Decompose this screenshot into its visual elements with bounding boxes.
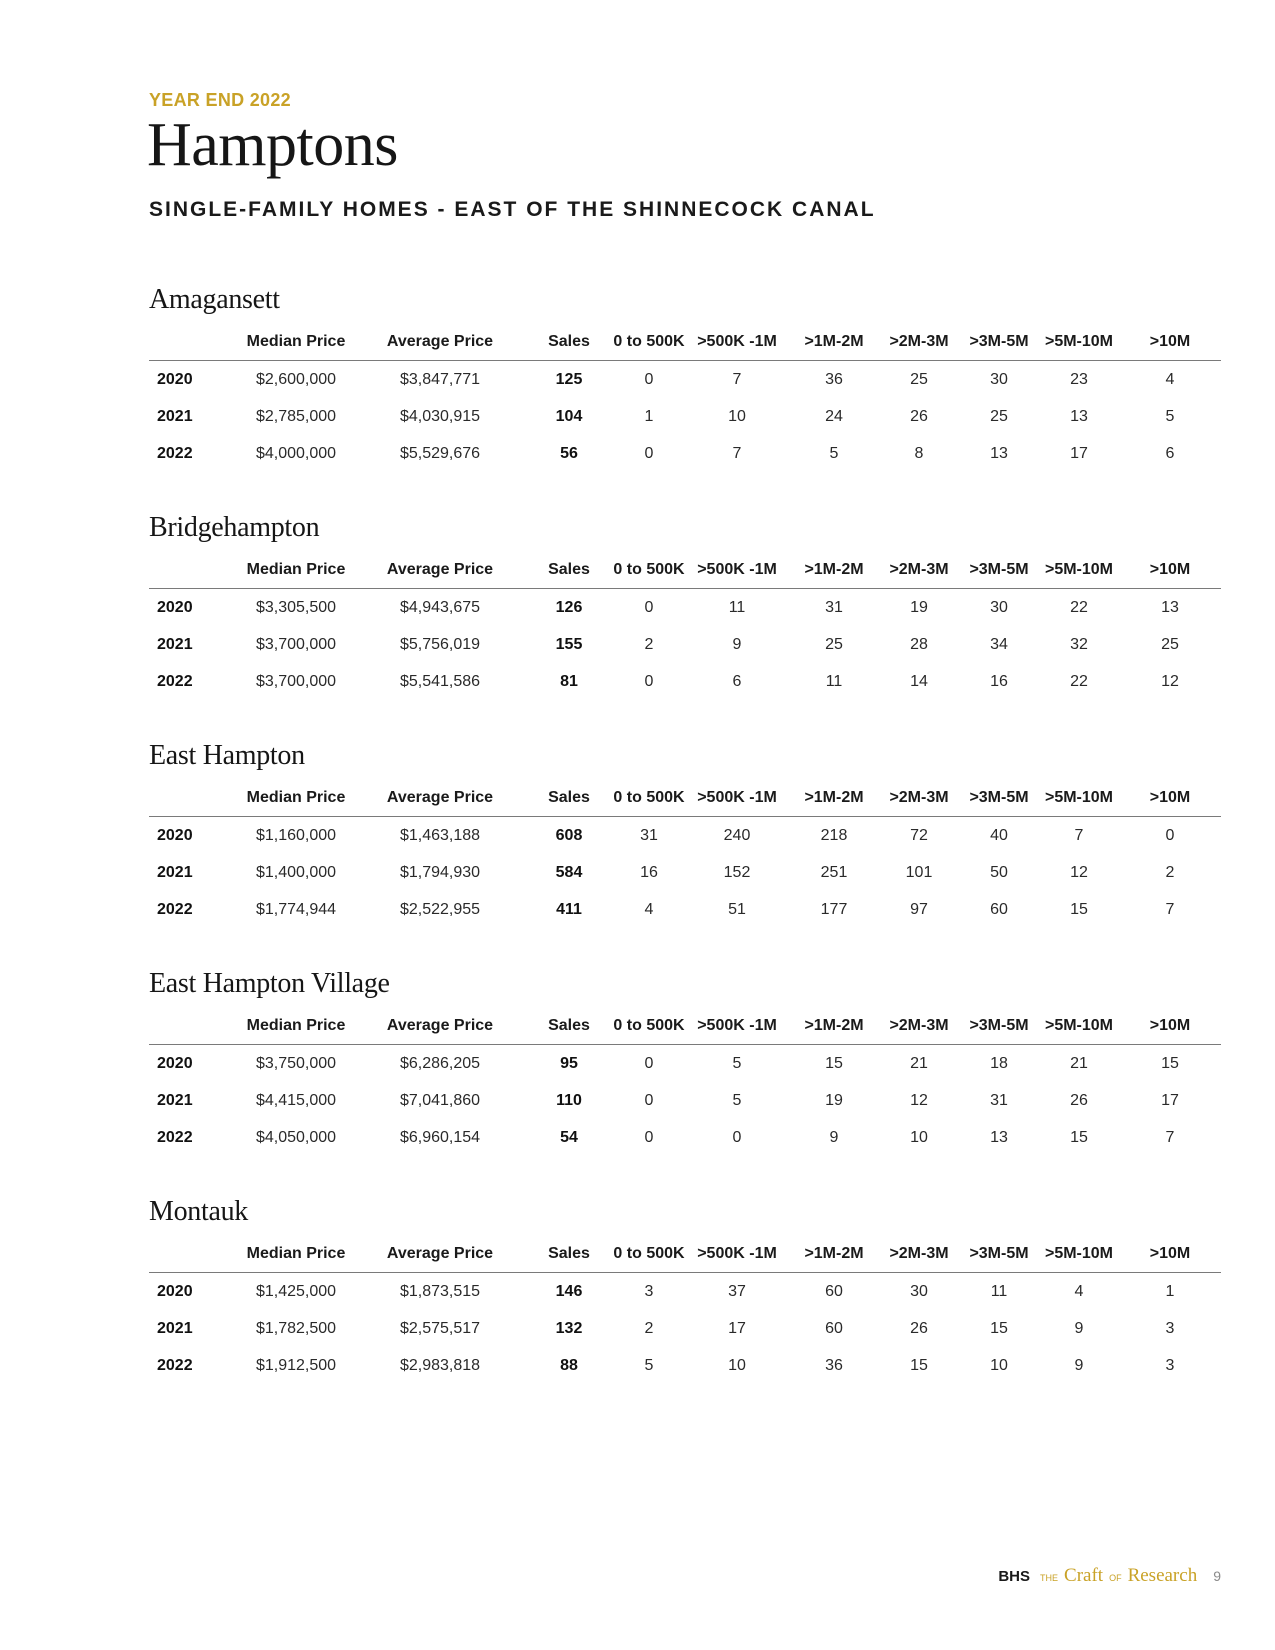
table-cell: 4 [1074,1282,1084,1300]
table-cell: 7 [1165,900,1175,918]
table-cell: 15 [1161,1054,1179,1072]
column-header [149,780,237,817]
column-header: >10M [1119,552,1221,589]
table-cell: 21 [910,1054,928,1072]
table-cell: 7 [732,370,742,388]
table-row [149,1310,1221,1347]
table-header-row [149,552,1221,589]
table-cell: 2 [644,1319,654,1337]
column-header: Median Price [237,1008,355,1045]
table-cell: 25 [825,635,843,653]
table-cell: 81 [560,672,578,690]
table-cell: 13 [1070,407,1088,425]
table-cell: 37 [728,1282,746,1300]
year-cell: 2022 [157,1128,193,1146]
table-header-row [149,324,1221,361]
column-header: >500K -1M [685,552,789,589]
table-cell: 104 [555,407,583,425]
year-cell: 2021 [157,863,193,881]
year-cell: 2020 [157,598,193,616]
column-header: >2M-3M [879,780,959,817]
column-header: Average Price [355,552,525,589]
table-cell: 240 [723,826,751,844]
table-cell: 22 [1070,598,1088,616]
table-row [149,589,1221,627]
column-header: >10M [1119,1236,1221,1273]
table-cell: 125 [555,370,583,388]
table-cell: 21 [1070,1054,1088,1072]
table-row [149,626,1221,663]
table-cell: 110 [556,1091,582,1109]
table-cell: 23 [1070,370,1088,388]
table-cell: 72 [910,826,928,844]
section-title: Amagansett [149,284,280,315]
column-header [149,1008,237,1045]
table-cell: 0 [644,1091,654,1109]
year-cell: 2022 [157,900,193,918]
column-header: >2M-3M [879,1008,959,1045]
section-east-hampton-village [149,960,1221,1156]
table-cell: 9 [1074,1319,1084,1337]
table-cell: 177 [820,900,848,918]
footer-craft: Craft [1064,1565,1104,1586]
table-cell: $4,415,000 [255,1091,337,1109]
table-cell: 2 [644,635,654,653]
table-cell: 152 [723,863,751,881]
stats-table [149,780,1221,928]
table-cell: 101 [905,863,933,881]
table-cell: 10 [990,1356,1008,1374]
table-cell: 15 [910,1356,928,1374]
table-header-row [149,780,1221,817]
table-cell: 25 [1161,635,1179,653]
column-header: >3M-5M [959,552,1039,589]
table-row [149,817,1221,855]
table-header-row [149,1236,1221,1273]
table-cell: 2 [1165,863,1175,881]
year-cell: 2022 [157,672,193,690]
table-cell: 60 [990,900,1008,918]
table-cell: $5,756,019 [399,635,481,653]
year-cell: 2022 [157,1356,193,1374]
column-header: Sales [525,1008,613,1045]
column-header: Average Price [355,1008,525,1045]
table-cell: 30 [990,370,1008,388]
table-cell: $3,750,000 [255,1054,337,1072]
footer-the: THE [1040,1573,1059,1583]
table-cell: 16 [990,672,1008,690]
column-header: Sales [525,780,613,817]
column-header: Median Price [237,324,355,361]
table-cell: $2,600,000 [255,370,337,388]
column-header: Sales [525,1236,613,1273]
table-cell: 15 [990,1319,1008,1337]
table-cell: 10 [728,407,746,425]
table-cell: $2,575,517 [399,1319,481,1337]
table-cell: 17 [728,1319,746,1337]
table-cell: 9 [1074,1356,1084,1374]
table-row [149,1045,1221,1083]
table-cell: $3,847,771 [399,370,481,388]
table-cell: 17 [1070,444,1088,462]
table-cell: 3 [1165,1356,1175,1374]
table-cell: $4,050,000 [255,1128,337,1146]
table-cell: 12 [1161,672,1179,690]
table-cell: $1,425,000 [255,1282,337,1300]
table-cell: 31 [640,826,658,844]
table-cell: 13 [990,444,1008,462]
stats-table [149,1008,1221,1156]
section-montauk [149,1188,1221,1384]
column-header: >1M-2M [789,1236,879,1273]
table-cell: 6 [732,672,742,690]
table-cell: 51 [728,900,746,918]
table-cell: 60 [825,1282,843,1300]
table-cell: 26 [910,1319,928,1337]
section-title: East Hampton [149,740,305,771]
table-cell: 10 [910,1128,928,1146]
section-title: East Hampton Village [149,968,390,999]
table-cell: 1 [644,407,654,425]
table-cell: 9 [732,635,742,653]
table-cell: 31 [825,598,843,616]
column-header: >3M-5M [959,1008,1039,1045]
table-cell: 24 [825,407,843,425]
table-cell: 28 [910,635,928,653]
table-row [149,1347,1221,1384]
section-amagansett [149,276,1221,472]
column-header: >1M-2M [789,552,879,589]
column-header: >5M-10M [1039,1236,1119,1273]
table-cell: 32 [1070,635,1088,653]
table-cell: $4,030,915 [399,407,481,425]
table-cell: $1,463,188 [399,826,481,844]
table-cell: 34 [990,635,1008,653]
table-cell: 146 [555,1282,583,1300]
column-header: 0 to 500K [613,780,685,817]
table-cell: 4 [1165,370,1175,388]
table-cell: 17 [1161,1091,1179,1109]
year-cell: 2021 [157,407,193,425]
footer [998,1565,1221,1587]
column-header: >5M-10M [1039,780,1119,817]
column-header: >5M-10M [1039,552,1119,589]
table-cell: 12 [1070,863,1088,881]
table-row [149,891,1221,928]
table-cell: 5 [1165,407,1175,425]
table-cell: 14 [910,672,928,690]
stats-table [149,324,1221,472]
year-cell: 2021 [157,635,193,653]
table-cell: $3,700,000 [255,672,337,690]
column-header: >500K -1M [685,1236,789,1273]
column-header: Sales [525,324,613,361]
stats-table [149,1236,1221,1384]
column-header: >10M [1119,780,1221,817]
table-cell: 36 [825,1356,843,1374]
year-cell: 2021 [157,1319,193,1337]
footer-brand: BHS [998,1568,1031,1585]
year-cell: 2020 [157,826,193,844]
table-cell: 10 [728,1356,746,1374]
table-cell: $1,873,515 [399,1282,481,1300]
column-header: Average Price [355,1236,525,1273]
column-header: 0 to 500K [613,1008,685,1045]
column-header: >2M-3M [879,324,959,361]
table-cell: 0 [644,598,654,616]
table-cell: 3 [1165,1319,1175,1337]
table-cell: $1,794,930 [399,863,481,881]
page-subtitle: SINGLE-FAMILY HOMES - EAST OF THE SHINNECOCK CANAL [149,198,876,221]
column-header: >1M-2M [789,780,879,817]
table-cell: $1,912,500 [255,1356,337,1374]
table-cell: $4,943,675 [399,598,481,616]
table-cell: 7 [1074,826,1084,844]
kicker: YEAR END 2022 [149,90,291,110]
table-cell: $3,305,500 [255,598,337,616]
table-cell: 15 [825,1054,843,1072]
column-header [149,1236,237,1273]
table-cell: 26 [910,407,928,425]
column-header: Average Price [355,780,525,817]
table-cell: $1,782,500 [255,1319,337,1337]
table-cell: 12 [910,1091,928,1109]
table-cell: $6,960,154 [399,1128,481,1146]
table-cell: 9 [829,1128,839,1146]
table-row [149,1273,1221,1311]
table-cell: 40 [990,826,1008,844]
table-cell: 0 [644,444,654,462]
table-cell: 0 [644,370,654,388]
table-cell: 30 [990,598,1008,616]
table-cell: $1,160,000 [255,826,337,844]
table-cell: $5,529,676 [399,444,481,462]
page-title: Hamptons [147,111,398,179]
year-cell: 2021 [157,1091,193,1109]
table-cell: 60 [825,1319,843,1337]
column-header: >3M-5M [959,1236,1039,1273]
column-header: 0 to 500K [613,552,685,589]
table-cell: 56 [560,444,578,462]
table-cell: 97 [910,900,928,918]
table-cell: $6,286,205 [399,1054,481,1072]
column-header: 0 to 500K [613,1236,685,1273]
footer-research: Research [1127,1565,1198,1586]
column-header: Median Price [237,552,355,589]
table-cell: $2,785,000 [255,407,337,425]
table-cell: 126 [555,598,583,616]
column-header: >2M-3M [879,552,959,589]
column-header: 0 to 500K [613,324,685,361]
table-cell: 11 [825,672,843,690]
table-row [149,398,1221,435]
table-cell: 13 [990,1128,1008,1146]
table-cell: 4 [644,900,654,918]
column-header: >3M-5M [959,324,1039,361]
column-header [149,552,237,589]
table-cell: 584 [555,863,583,881]
table-cell: 50 [990,863,1008,881]
table-cell: 19 [825,1091,843,1109]
section-title: Bridgehampton [149,512,320,543]
table-cell: 5 [732,1091,742,1109]
table-cell: 0 [644,672,654,690]
table-cell: 95 [560,1054,578,1072]
table-cell: 3 [644,1282,654,1300]
table-row [149,435,1221,472]
column-header: Average Price [355,324,525,361]
table-row [149,1119,1221,1156]
table-cell: 25 [990,407,1008,425]
column-header: Median Price [237,780,355,817]
table-cell: 7 [1165,1128,1175,1146]
table-cell: 5 [732,1054,742,1072]
table-cell: 0 [732,1128,742,1146]
column-header: >3M-5M [959,780,1039,817]
table-cell: 19 [910,598,928,616]
table-row [149,663,1221,700]
year-cell: 2022 [157,444,193,462]
table-cell: 11 [728,598,746,616]
column-header: >500K -1M [685,1008,789,1045]
section-title: Montauk [149,1196,249,1227]
table-cell: $1,774,944 [255,900,337,918]
table-cell: 25 [910,370,928,388]
table-cell: 11 [990,1282,1008,1300]
column-header [149,324,237,361]
column-header: >10M [1119,1008,1221,1045]
table-cell: 7 [732,444,742,462]
table-cell: 6 [1165,444,1175,462]
table-cell: 5 [644,1356,654,1374]
table-cell: 31 [990,1091,1008,1109]
table-cell: 1 [1165,1282,1175,1300]
table-cell: 251 [820,863,848,881]
table-cell: $3,700,000 [255,635,337,653]
column-header: >5M-10M [1039,1008,1119,1045]
table-cell: $7,041,860 [399,1091,481,1109]
table-cell: 22 [1070,672,1088,690]
column-header: >10M [1119,324,1221,361]
table-row [149,854,1221,891]
column-header: >500K -1M [685,324,789,361]
table-header-row [149,1008,1221,1045]
section-bridgehampton [149,504,1221,700]
table-cell: 54 [560,1128,578,1146]
column-header: >2M-3M [879,1236,959,1273]
table-cell: 88 [560,1356,578,1374]
table-cell: $2,522,955 [399,900,481,918]
stats-table [149,552,1221,700]
table-cell: 16 [640,863,658,881]
column-header: >1M-2M [789,1008,879,1045]
table-cell: 0 [1165,826,1175,844]
table-cell: 13 [1161,598,1179,616]
table-cell: $4,000,000 [255,444,337,462]
table-cell: 608 [555,826,583,844]
footer-of: OF [1109,1573,1122,1583]
column-header: >1M-2M [789,324,879,361]
table-cell: 18 [990,1054,1008,1072]
table-cell: 411 [556,900,582,918]
table-row [149,1082,1221,1119]
column-header: Sales [525,552,613,589]
table-cell: 155 [555,635,583,653]
table-cell: $2,983,818 [399,1356,481,1374]
year-cell: 2020 [157,1054,193,1072]
table-cell: 15 [1070,900,1088,918]
page-number: 9 [1213,1568,1221,1584]
table-cell: 30 [910,1282,928,1300]
table-cell: 132 [555,1319,583,1337]
year-cell: 2020 [157,1282,193,1300]
table-cell: 8 [914,444,924,462]
table-cell: 36 [825,370,843,388]
table-cell: 15 [1070,1128,1088,1146]
table-cell: $5,541,586 [399,672,481,690]
table-row [149,361,1221,399]
column-header: Median Price [237,1236,355,1273]
column-header: >5M-10M [1039,324,1119,361]
table-cell: 218 [820,826,848,844]
table-cell: 0 [644,1128,654,1146]
table-cell: 26 [1070,1091,1088,1109]
table-cell: 0 [644,1054,654,1072]
section-east-hampton [149,732,1221,928]
table-cell: $1,400,000 [255,863,337,881]
year-cell: 2020 [157,370,193,388]
column-header: >500K -1M [685,780,789,817]
table-cell: 5 [829,444,839,462]
